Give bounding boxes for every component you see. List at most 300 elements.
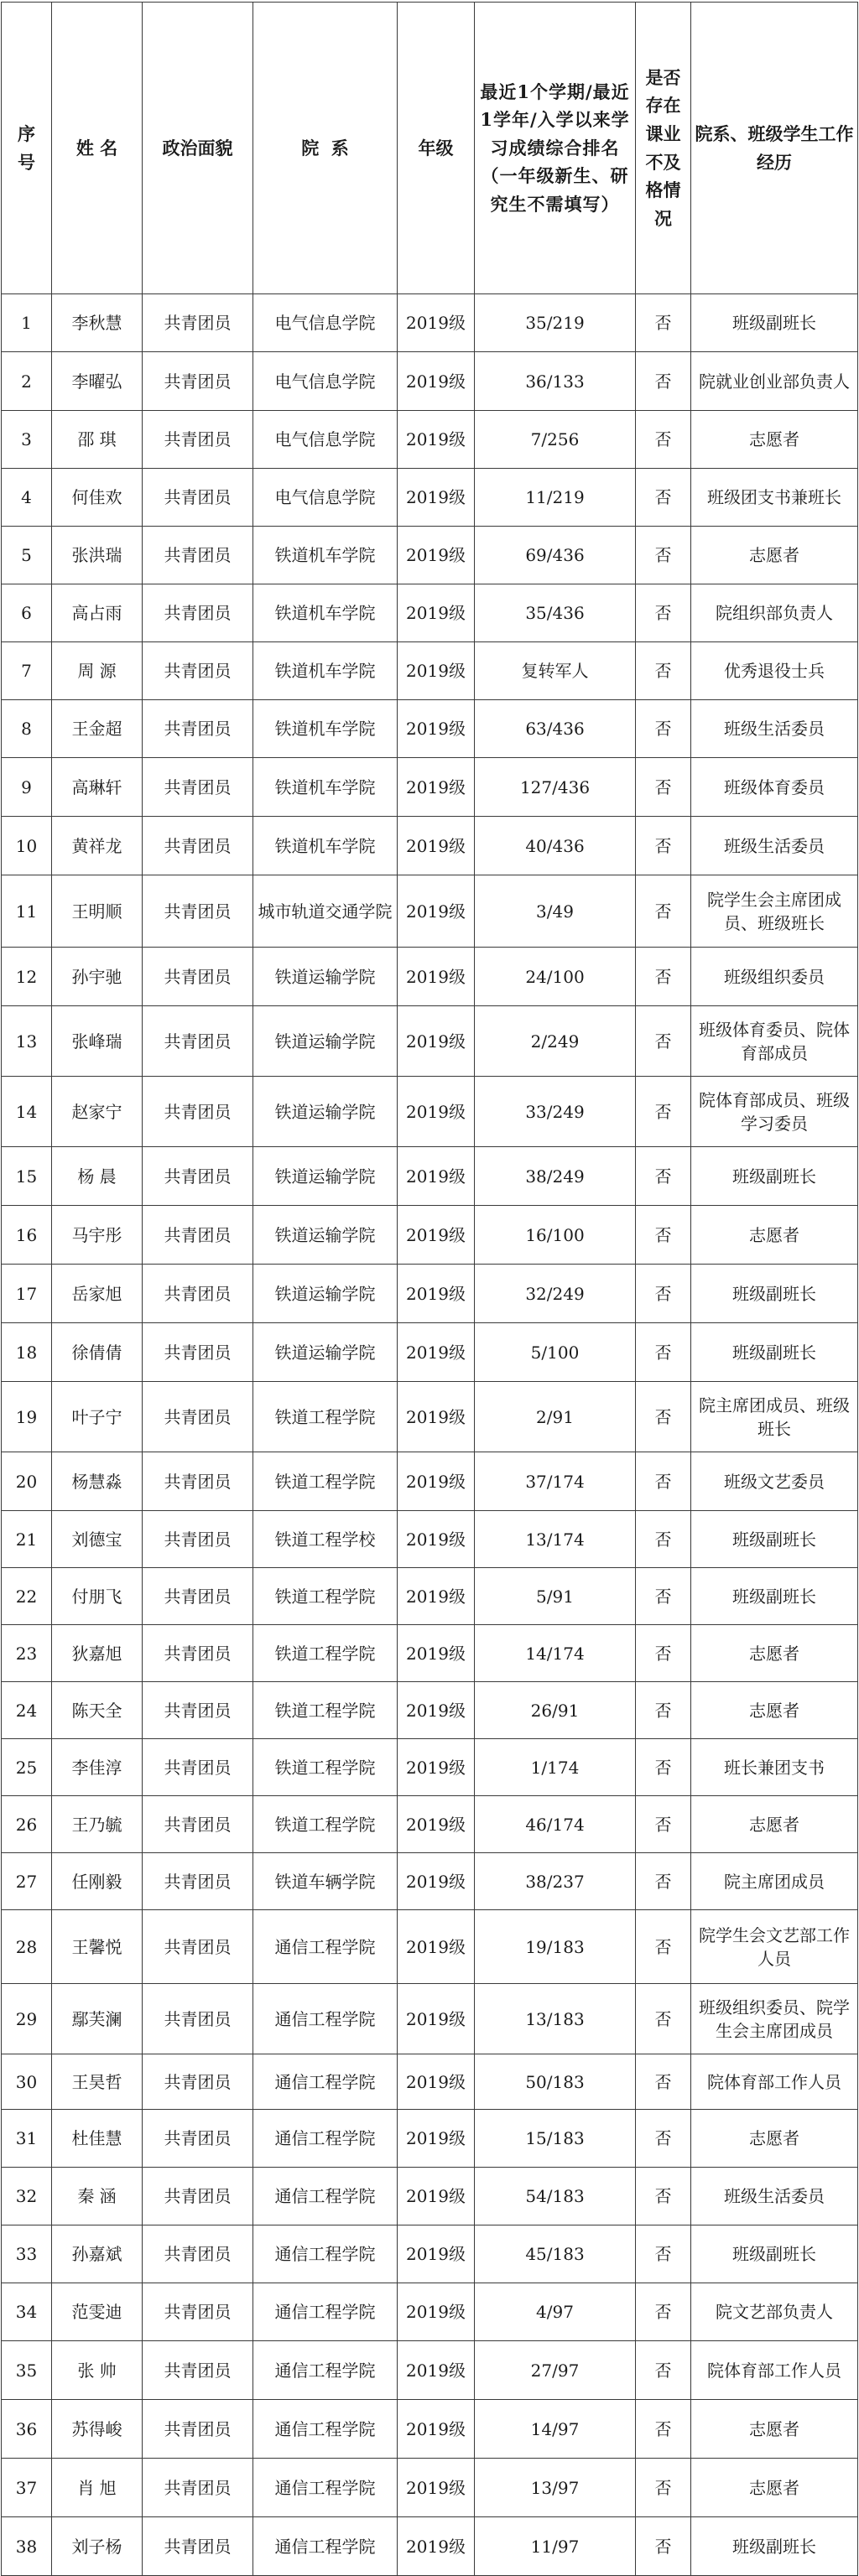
cell-grade: 2019级: [398, 294, 475, 352]
cell-grade: 2019级: [398, 1625, 475, 1682]
cell-name: 邵 琪: [52, 411, 143, 469]
cell-department: 铁道工程学校: [253, 1511, 398, 1568]
cell-grade: 2019级: [398, 352, 475, 411]
cell-grade: 2019级: [398, 1910, 475, 1984]
cell-failed-courses: 否: [636, 1511, 691, 1568]
cell-index: 6: [2, 584, 52, 642]
table-row: [2, 584, 858, 642]
cell-failed-courses: 否: [636, 1077, 691, 1147]
cell-ranking: 14/174: [475, 1625, 636, 1682]
cell-failed-courses: 否: [636, 2225, 691, 2283]
cell-failed-courses: 否: [636, 2054, 691, 2110]
table-row: [2, 2341, 858, 2400]
cell-ranking: 63/436: [475, 700, 636, 758]
cell-political-status: 共青团员: [143, 1625, 253, 1682]
cell-grade: 2019级: [398, 1006, 475, 1077]
cell-experience: 班级生活委员: [691, 2168, 858, 2225]
cell-political-status: 共青团员: [143, 1568, 253, 1625]
table-row: [2, 1452, 858, 1511]
cell-failed-courses: 否: [636, 1206, 691, 1265]
cell-political-status: 共青团员: [143, 758, 253, 817]
cell-experience: 院体育部工作人员: [691, 2054, 858, 2110]
cell-failed-courses: 否: [636, 1568, 691, 1625]
cell-grade: 2019级: [398, 1077, 475, 1147]
table-row: [2, 2400, 858, 2459]
cell-ranking: 2/249: [475, 1006, 636, 1077]
cell-ranking: 15/183: [475, 2110, 636, 2168]
cell-experience: 院体育部成员、班级学习委员: [691, 1077, 858, 1147]
cell-name: 岳家旭: [52, 1265, 143, 1323]
cell-political-status: 共青团员: [143, 1382, 253, 1452]
cell-index: 18: [2, 1323, 52, 1382]
cell-grade: 2019级: [398, 1265, 475, 1323]
cell-failed-courses: 否: [636, 758, 691, 817]
cell-experience: 院学生会文艺部工作人员: [691, 1910, 858, 1984]
cell-failed-courses: 否: [636, 1452, 691, 1511]
cell-experience: 班级体育委员: [691, 758, 858, 817]
cell-department: 铁道机车学院: [253, 817, 398, 875]
cell-political-status: 共青团员: [143, 1910, 253, 1984]
cell-failed-courses: 否: [636, 1625, 691, 1682]
cell-index: 23: [2, 1625, 52, 1682]
cell-grade: 2019级: [398, 2341, 475, 2400]
cell-failed-courses: 否: [636, 817, 691, 875]
cell-index: 19: [2, 1382, 52, 1452]
cell-name: 李佳淳: [52, 1739, 143, 1796]
cell-political-status: 共青团员: [143, 411, 253, 469]
cell-political-status: 共青团员: [143, 294, 253, 352]
table-row: [2, 1382, 858, 1452]
table-row: [2, 1147, 858, 1206]
cell-grade: 2019级: [398, 2225, 475, 2283]
cell-name: 杨慧淼: [52, 1452, 143, 1511]
cell-failed-courses: 否: [636, 527, 691, 584]
table-row: [2, 411, 858, 469]
cell-department: 铁道机车学院: [253, 758, 398, 817]
cell-ranking: 11/97: [475, 2517, 636, 2576]
cell-index: 20: [2, 1452, 52, 1511]
cell-political-status: 共青团员: [143, 2283, 253, 2341]
cell-political-status: 共青团员: [143, 2341, 253, 2400]
cell-grade: 2019级: [398, 2283, 475, 2341]
cell-department: 通信工程学院: [253, 2341, 398, 2400]
cell-political-status: 共青团员: [143, 1147, 253, 1206]
table-row: [2, 1984, 858, 2054]
cell-index: 15: [2, 1147, 52, 1206]
cell-department: 铁道工程学院: [253, 1625, 398, 1682]
cell-failed-courses: 否: [636, 1910, 691, 1984]
cell-experience: 班级体育委员、院体育部成员: [691, 1006, 858, 1077]
cell-experience: 志愿者: [691, 1796, 858, 1853]
cell-political-status: 共青团员: [143, 352, 253, 411]
cell-index: 4: [2, 469, 52, 527]
cell-ranking: 46/174: [475, 1796, 636, 1853]
cell-failed-courses: 否: [636, 1147, 691, 1206]
cell-grade: 2019级: [398, 1452, 475, 1511]
cell-experience: 优秀退役士兵: [691, 642, 858, 700]
cell-department: 铁道运输学院: [253, 1006, 398, 1077]
table-row: [2, 1077, 858, 1147]
cell-department: 通信工程学院: [253, 2225, 398, 2283]
cell-index: 36: [2, 2400, 52, 2459]
cell-experience: 班级副班长: [691, 294, 858, 352]
cell-index: 30: [2, 2054, 52, 2110]
cell-experience: 志愿者: [691, 2459, 858, 2517]
cell-department: 通信工程学院: [253, 2459, 398, 2517]
cell-ranking: 7/256: [475, 411, 636, 469]
cell-department: 通信工程学院: [253, 2054, 398, 2110]
cell-department: 铁道工程学院: [253, 1382, 398, 1452]
table-row: [2, 469, 858, 527]
header-experience: 院系、班级学生工作经历: [691, 3, 858, 294]
cell-experience: 院主席团成员、班级班长: [691, 1382, 858, 1452]
table-row: [2, 2459, 858, 2517]
cell-failed-courses: 否: [636, 1682, 691, 1739]
cell-department: 铁道运输学院: [253, 1323, 398, 1382]
table-row: [2, 352, 858, 411]
cell-grade: 2019级: [398, 469, 475, 527]
cell-experience: 志愿者: [691, 411, 858, 469]
cell-ranking: 1/174: [475, 1739, 636, 1796]
cell-index: 10: [2, 817, 52, 875]
cell-ranking: 50/183: [475, 2054, 636, 2110]
cell-experience: 班级副班长: [691, 1568, 858, 1625]
cell-department: 通信工程学院: [253, 1984, 398, 2054]
cell-name: 刘德宝: [52, 1511, 143, 1568]
cell-name: 马宇彤: [52, 1206, 143, 1265]
cell-name: 高占雨: [52, 584, 143, 642]
cell-index: 27: [2, 1853, 52, 1910]
cell-ranking: 13/97: [475, 2459, 636, 2517]
cell-name: 王馨悦: [52, 1910, 143, 1984]
table-row: [2, 948, 858, 1006]
cell-name: 孙宇驰: [52, 948, 143, 1006]
cell-ranking: 24/100: [475, 948, 636, 1006]
header-grade: 年级: [398, 3, 475, 294]
header-department: 院 系: [253, 3, 398, 294]
cell-ranking: 36/133: [475, 352, 636, 411]
table-row: [2, 527, 858, 584]
cell-department: 铁道工程学院: [253, 1796, 398, 1853]
cell-grade: 2019级: [398, 411, 475, 469]
cell-experience: 志愿者: [691, 2400, 858, 2459]
cell-political-status: 共青团员: [143, 2517, 253, 2576]
table-body: [2, 294, 858, 2576]
cell-experience: 班级副班长: [691, 1323, 858, 1382]
cell-ranking: 45/183: [475, 2225, 636, 2283]
cell-index: 22: [2, 1568, 52, 1625]
cell-index: 14: [2, 1077, 52, 1147]
table-row: [2, 1796, 858, 1853]
cell-political-status: 共青团员: [143, 1452, 253, 1511]
cell-ranking: 127/436: [475, 758, 636, 817]
cell-grade: 2019级: [398, 1147, 475, 1206]
cell-political-status: 共青团员: [143, 1323, 253, 1382]
cell-experience: 志愿者: [691, 2110, 858, 2168]
cell-experience: 院学生会主席团成员、班级班长: [691, 875, 858, 948]
cell-grade: 2019级: [398, 1984, 475, 2054]
cell-department: 通信工程学院: [253, 2517, 398, 2576]
cell-failed-courses: 否: [636, 2459, 691, 2517]
header-political-status: 政治面貌: [143, 3, 253, 294]
cell-ranking: 5/91: [475, 1568, 636, 1625]
cell-experience: 班级文艺委员: [691, 1452, 858, 1511]
cell-department: 通信工程学院: [253, 1910, 398, 1984]
table-row: [2, 2110, 858, 2168]
cell-failed-courses: 否: [636, 352, 691, 411]
cell-political-status: 共青团员: [143, 1682, 253, 1739]
cell-department: 城市轨道交通学院: [253, 875, 398, 948]
cell-department: 铁道运输学院: [253, 948, 398, 1006]
cell-index: 31: [2, 2110, 52, 2168]
cell-department: 电气信息学院: [253, 294, 398, 352]
cell-name: 付朋飞: [52, 1568, 143, 1625]
table-row: [2, 2517, 858, 2576]
cell-political-status: 共青团员: [143, 1006, 253, 1077]
cell-grade: 2019级: [398, 1796, 475, 1853]
table-row: [2, 2168, 858, 2225]
cell-name: 苏得峻: [52, 2400, 143, 2459]
cell-index: 34: [2, 2283, 52, 2341]
cell-grade: 2019级: [398, 1511, 475, 1568]
cell-grade: 2019级: [398, 758, 475, 817]
cell-index: 28: [2, 1910, 52, 1984]
cell-department: 铁道工程学院: [253, 1452, 398, 1511]
cell-political-status: 共青团员: [143, 1206, 253, 1265]
table-row: [2, 642, 858, 700]
cell-grade: 2019级: [398, 1382, 475, 1452]
cell-index: 37: [2, 2459, 52, 2517]
cell-grade: 2019级: [398, 1323, 475, 1382]
cell-index: 8: [2, 700, 52, 758]
cell-failed-courses: 否: [636, 2517, 691, 2576]
cell-index: 35: [2, 2341, 52, 2400]
cell-failed-courses: 否: [636, 469, 691, 527]
cell-department: 铁道工程学院: [253, 1682, 398, 1739]
cell-name: 王明顺: [52, 875, 143, 948]
cell-department: 铁道运输学院: [253, 1265, 398, 1323]
cell-political-status: 共青团员: [143, 1796, 253, 1853]
cell-department: 铁道机车学院: [253, 700, 398, 758]
cell-experience: 班级团支书兼班长: [691, 469, 858, 527]
cell-department: 铁道车辆学院: [253, 1853, 398, 1910]
header-name: 姓 名: [52, 3, 143, 294]
cell-failed-courses: 否: [636, 1739, 691, 1796]
cell-name: 徐倩倩: [52, 1323, 143, 1382]
cell-grade: 2019级: [398, 2110, 475, 2168]
cell-failed-courses: 否: [636, 875, 691, 948]
cell-political-status: 共青团员: [143, 1077, 253, 1147]
cell-name: 孙嘉斌: [52, 2225, 143, 2283]
cell-ranking: 33/249: [475, 1077, 636, 1147]
cell-department: 铁道机车学院: [253, 527, 398, 584]
cell-name: 何佳欢: [52, 469, 143, 527]
cell-experience: 院文艺部负责人: [691, 2283, 858, 2341]
cell-experience: 班长兼团支书: [691, 1739, 858, 1796]
cell-experience: 院组织部负责人: [691, 584, 858, 642]
cell-experience: 班级副班长: [691, 2225, 858, 2283]
cell-department: 铁道机车学院: [253, 642, 398, 700]
cell-political-status: 共青团员: [143, 875, 253, 948]
cell-experience: 院体育部工作人员: [691, 2341, 858, 2400]
cell-department: 铁道运输学院: [253, 1077, 398, 1147]
cell-name: 张 帅: [52, 2341, 143, 2400]
cell-experience: 院就业创业部负责人: [691, 352, 858, 411]
cell-index: 24: [2, 1682, 52, 1739]
cell-ranking: 14/97: [475, 2400, 636, 2459]
cell-department: 铁道运输学院: [253, 1147, 398, 1206]
header-failed-courses: 是否存在课业不及格情况: [636, 3, 691, 294]
cell-ranking: 复转军人: [475, 642, 636, 700]
cell-name: 叶子宁: [52, 1382, 143, 1452]
cell-ranking: 38/249: [475, 1147, 636, 1206]
cell-grade: 2019级: [398, 875, 475, 948]
cell-name: 任刚毅: [52, 1853, 143, 1910]
cell-grade: 2019级: [398, 700, 475, 758]
cell-political-status: 共青团员: [143, 527, 253, 584]
table-row: [2, 2283, 858, 2341]
table-row: [2, 817, 858, 875]
cell-experience: 志愿者: [691, 1682, 858, 1739]
cell-index: 7: [2, 642, 52, 700]
cell-ranking: 3/49: [475, 875, 636, 948]
cell-experience: 班级副班长: [691, 1511, 858, 1568]
cell-name: 肖 旭: [52, 2459, 143, 2517]
cell-department: 铁道运输学院: [253, 1206, 398, 1265]
cell-political-status: 共青团员: [143, 2110, 253, 2168]
cell-grade: 2019级: [398, 2517, 475, 2576]
cell-ranking: 54/183: [475, 2168, 636, 2225]
cell-ranking: 5/100: [475, 1323, 636, 1382]
cell-grade: 2019级: [398, 948, 475, 1006]
cell-index: 16: [2, 1206, 52, 1265]
cell-index: 26: [2, 1796, 52, 1853]
cell-failed-courses: 否: [636, 2283, 691, 2341]
cell-index: 25: [2, 1739, 52, 1796]
cell-department: 通信工程学院: [253, 2110, 398, 2168]
cell-failed-courses: 否: [636, 2400, 691, 2459]
cell-department: 铁道工程学院: [253, 1739, 398, 1796]
cell-index: 1: [2, 294, 52, 352]
cell-political-status: 共青团员: [143, 1265, 253, 1323]
cell-political-status: 共青团员: [143, 1739, 253, 1796]
cell-experience: 班级副班长: [691, 2517, 858, 2576]
cell-failed-courses: 否: [636, 2110, 691, 2168]
cell-ranking: 11/219: [475, 469, 636, 527]
cell-political-status: 共青团员: [143, 2054, 253, 2110]
cell-failed-courses: 否: [636, 584, 691, 642]
cell-grade: 2019级: [398, 2168, 475, 2225]
table-row: [2, 1853, 858, 1910]
header-row: [2, 3, 858, 294]
cell-failed-courses: 否: [636, 2168, 691, 2225]
cell-political-status: 共青团员: [143, 1511, 253, 1568]
cell-name: 张峰瑞: [52, 1006, 143, 1077]
table-row: [2, 2054, 858, 2110]
cell-grade: 2019级: [398, 2400, 475, 2459]
cell-failed-courses: 否: [636, 294, 691, 352]
cell-index: 11: [2, 875, 52, 948]
cell-name: 王金超: [52, 700, 143, 758]
cell-grade: 2019级: [398, 1568, 475, 1625]
cell-name: 秦 涵: [52, 2168, 143, 2225]
cell-index: 9: [2, 758, 52, 817]
cell-department: 通信工程学院: [253, 2400, 398, 2459]
cell-experience: 班级副班长: [691, 1147, 858, 1206]
cell-name: 周 源: [52, 642, 143, 700]
cell-ranking: 13/183: [475, 1984, 636, 2054]
cell-experience: 志愿者: [691, 1206, 858, 1265]
cell-index: 21: [2, 1511, 52, 1568]
cell-failed-courses: 否: [636, 1382, 691, 1452]
table-row: [2, 1739, 858, 1796]
table-row: [2, 875, 858, 948]
cell-political-status: 共青团员: [143, 2168, 253, 2225]
cell-political-status: 共青团员: [143, 2225, 253, 2283]
cell-failed-courses: 否: [636, 1853, 691, 1910]
cell-department: 铁道工程学院: [253, 1568, 398, 1625]
cell-political-status: 共青团员: [143, 469, 253, 527]
table-row: [2, 1682, 858, 1739]
cell-name: 王乃毓: [52, 1796, 143, 1853]
cell-grade: 2019级: [398, 1853, 475, 1910]
table-row: [2, 1323, 858, 1382]
cell-ranking: 2/91: [475, 1382, 636, 1452]
cell-grade: 2019级: [398, 1682, 475, 1739]
cell-grade: 2019级: [398, 817, 475, 875]
header-ranking: 最近1个学期/最近1学年/入学以来学习成绩综合排名（一年级新生、研究生不需填写）: [475, 3, 636, 294]
cell-ranking: 37/174: [475, 1452, 636, 1511]
cell-political-status: 共青团员: [143, 642, 253, 700]
cell-index: 3: [2, 411, 52, 469]
cell-department: 通信工程学院: [253, 2168, 398, 2225]
cell-name: 刘子杨: [52, 2517, 143, 2576]
table-row: [2, 1910, 858, 1984]
table-row: [2, 700, 858, 758]
table-row: [2, 1625, 858, 1682]
cell-ranking: 69/436: [475, 527, 636, 584]
table-row: [2, 1006, 858, 1077]
cell-experience: 班级组织委员: [691, 948, 858, 1006]
cell-department: 通信工程学院: [253, 2283, 398, 2341]
cell-political-status: 共青团员: [143, 1853, 253, 1910]
cell-index: 38: [2, 2517, 52, 2576]
cell-name: 范雯迪: [52, 2283, 143, 2341]
cell-name: 杨 晨: [52, 1147, 143, 1206]
cell-political-status: 共青团员: [143, 2400, 253, 2459]
cell-index: 29: [2, 1984, 52, 2054]
cell-experience: 院主席团成员: [691, 1853, 858, 1910]
table-row: [2, 1568, 858, 1625]
table-row: [2, 758, 858, 817]
cell-index: 33: [2, 2225, 52, 2283]
cell-experience: 志愿者: [691, 527, 858, 584]
cell-ranking: 19/183: [475, 1910, 636, 1984]
cell-department: 电气信息学院: [253, 411, 398, 469]
cell-political-status: 共青团员: [143, 1984, 253, 2054]
cell-ranking: 32/249: [475, 1265, 636, 1323]
cell-ranking: 40/436: [475, 817, 636, 875]
cell-grade: 2019级: [398, 584, 475, 642]
cell-name: 赵家宁: [52, 1077, 143, 1147]
cell-grade: 2019级: [398, 527, 475, 584]
cell-failed-courses: 否: [636, 1006, 691, 1077]
cell-ranking: 13/174: [475, 1511, 636, 1568]
cell-department: 铁道机车学院: [253, 584, 398, 642]
cell-failed-courses: 否: [636, 642, 691, 700]
cell-name: 王昊哲: [52, 2054, 143, 2110]
table-row: [2, 1511, 858, 1568]
